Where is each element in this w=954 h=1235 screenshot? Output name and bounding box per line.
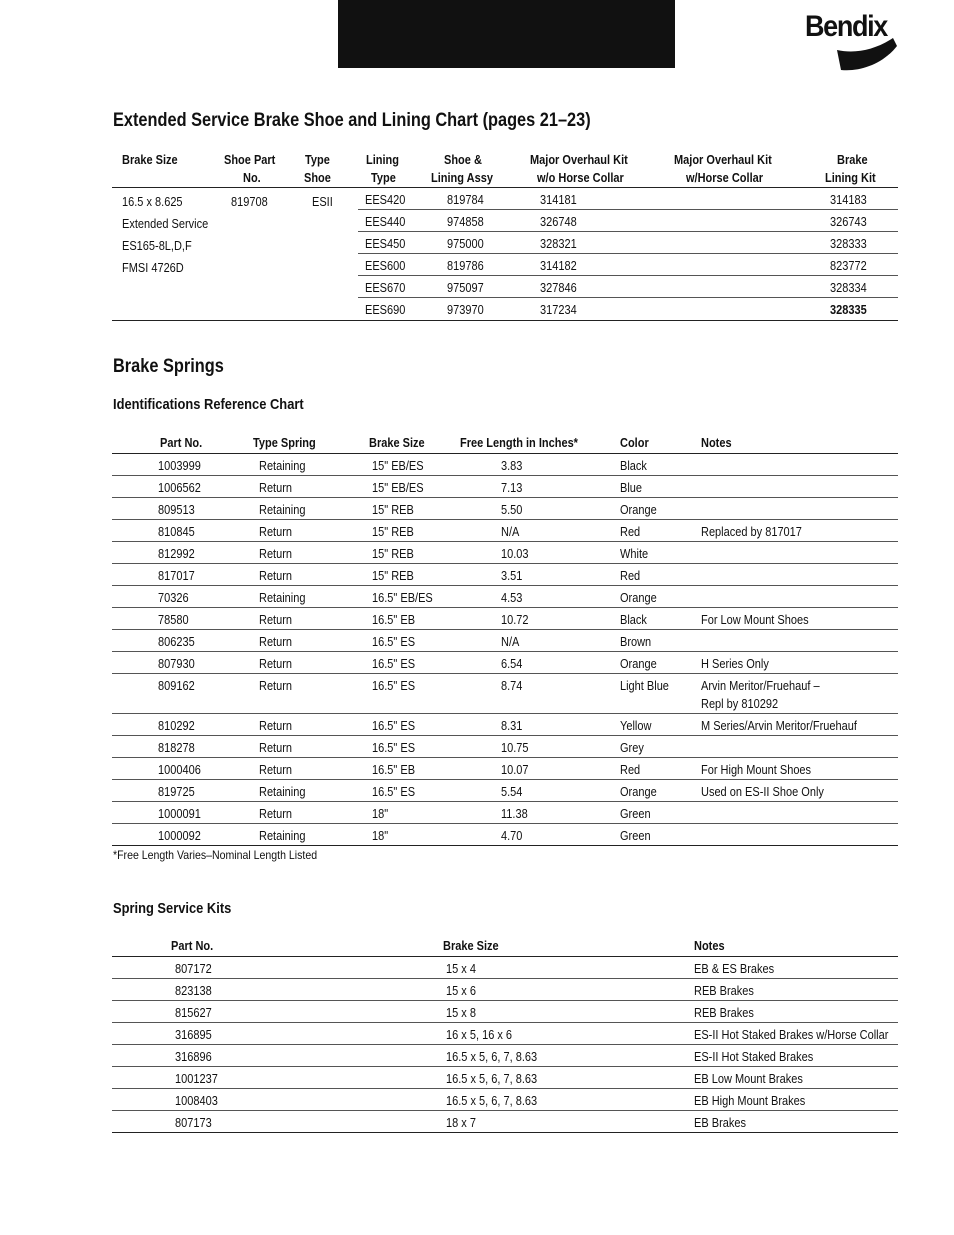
kit-notes-cell: ES-II Hot Staked Brakes bbox=[694, 1050, 814, 1064]
type-spring-cell: Return bbox=[259, 481, 293, 495]
springs-subtitle: Identifications Reference Chart bbox=[113, 396, 304, 413]
kit-part-no-cell: 815627 bbox=[175, 1006, 212, 1020]
spring-row bbox=[112, 498, 898, 520]
type-spring-cell: Return bbox=[259, 807, 293, 821]
bendix-logo bbox=[805, 10, 905, 72]
kit-row bbox=[112, 1023, 898, 1045]
brake-size-cell: 16.5" ES bbox=[372, 785, 416, 799]
spring-row bbox=[112, 520, 898, 542]
overhaul-wo-cell: 314181 bbox=[540, 193, 577, 207]
lining-row bbox=[358, 210, 898, 232]
chart1-title: Extended Service Brake Shoe and Lining Chart (pages 21–23) bbox=[113, 110, 591, 131]
col-overhaul-wo: Major Overhaul Kit w/o Horse Collar bbox=[530, 153, 629, 185]
color-cell: Green bbox=[620, 807, 651, 821]
lining-type-cell: EES690 bbox=[365, 303, 406, 317]
color-cell: Grey bbox=[620, 741, 644, 755]
shoe-lining-assy-cell: 819786 bbox=[447, 259, 484, 273]
springs-title: Brake Springs bbox=[113, 356, 224, 377]
brake-size-cell: 16.5" ES bbox=[372, 657, 416, 671]
lining-row bbox=[358, 276, 898, 298]
free-length-cell: 8.74 bbox=[501, 679, 523, 693]
type-spring-cell: Return bbox=[259, 613, 293, 627]
lining-row bbox=[358, 298, 898, 320]
type-spring-cell: Retaining bbox=[259, 591, 306, 605]
free-length-cell: 4.53 bbox=[501, 591, 523, 605]
color-cell: Orange bbox=[620, 657, 657, 671]
type-spring-cell: Return bbox=[259, 635, 293, 649]
lining-type-cell: EES450 bbox=[365, 237, 406, 251]
spring-row bbox=[112, 608, 898, 630]
spring-row bbox=[112, 586, 898, 608]
part-no-cell: 818278 bbox=[158, 741, 195, 755]
col-shoe-part: Shoe Part No. bbox=[223, 153, 276, 185]
spring-row bbox=[112, 802, 898, 824]
type-spring-cell: Return bbox=[259, 657, 293, 671]
free-length-cell: 6.54 bbox=[501, 657, 523, 671]
color-cell: Yellow bbox=[620, 719, 652, 733]
col-lining-kit: Brake Lining Kit bbox=[825, 153, 876, 185]
shoe-lining-body bbox=[112, 188, 898, 321]
color-cell: Black bbox=[620, 459, 647, 473]
brake-size-cell: 16.5" ES bbox=[372, 741, 416, 755]
part-no-cell: 812992 bbox=[158, 547, 195, 561]
kit-brake-size-cell: 16.5 x 5, 6, 7, 8.63 bbox=[446, 1050, 538, 1064]
overhaul-wo-cell: 326748 bbox=[540, 215, 577, 229]
part-no-cell: 810292 bbox=[158, 719, 195, 733]
color-cell: Brown bbox=[620, 635, 652, 649]
kit-part-no-cell: 1008403 bbox=[175, 1094, 218, 1108]
kits-col-notes: Notes bbox=[694, 939, 725, 953]
free-length-cell: 5.50 bbox=[501, 503, 523, 517]
shoe-lining-assy-cell: 975097 bbox=[447, 281, 484, 295]
col-lining-type: Lining Type bbox=[366, 153, 400, 185]
springs-body bbox=[112, 454, 898, 846]
spring-row bbox=[112, 714, 898, 736]
free-length-cell: 3.51 bbox=[501, 569, 523, 583]
notes-cell: M Series/Arvin Meritor/Fruehauf bbox=[701, 719, 857, 733]
springs-col-size: Brake Size bbox=[369, 436, 425, 450]
kit-part-no-cell: 316895 bbox=[175, 1028, 212, 1042]
color-cell: Blue bbox=[620, 481, 643, 495]
brake-size-cell: 16.5" EB/ES bbox=[372, 591, 433, 605]
free-length-cell: 10.75 bbox=[501, 741, 529, 755]
logo-swoosh-icon bbox=[805, 10, 905, 72]
kit-part-no-cell: 807172 bbox=[175, 962, 212, 976]
kits-col-part: Part No. bbox=[171, 939, 214, 953]
spring-row bbox=[112, 758, 898, 780]
brake-size-cell: 15" REB bbox=[372, 503, 414, 517]
free-length-cell: 5.54 bbox=[501, 785, 523, 799]
lining-kit-cell: 328335 bbox=[830, 303, 867, 317]
brake-size-cell: 18" bbox=[372, 829, 389, 843]
lining-kit-cell: 328334 bbox=[830, 281, 867, 295]
color-cell: Red bbox=[620, 525, 641, 539]
col-overhaul-w: Major Overhaul Kit w/Horse Collar bbox=[674, 153, 773, 185]
part-no-cell: 809513 bbox=[158, 503, 195, 517]
brake-size-cell: 16.5" EB bbox=[372, 613, 416, 627]
free-length-cell: 11.38 bbox=[501, 807, 528, 821]
part-no-cell: 817017 bbox=[158, 569, 195, 583]
lining-kit-cell: 326743 bbox=[830, 215, 867, 229]
kit-brake-size-cell: 16.5 x 5, 6, 7, 8.63 bbox=[446, 1094, 538, 1108]
part-no-cell: 1000091 bbox=[158, 807, 201, 821]
shoe-lining-header bbox=[112, 151, 898, 188]
part-no-cell: 78580 bbox=[158, 613, 189, 627]
type-shoe-value: ESII bbox=[312, 195, 333, 209]
lining-kit-cell: 823772 bbox=[830, 259, 867, 273]
kit-row bbox=[112, 957, 898, 979]
free-length-cell: 8.31 bbox=[501, 719, 523, 733]
spring-row bbox=[112, 780, 898, 802]
spring-row bbox=[112, 542, 898, 564]
spring-row bbox=[112, 476, 898, 498]
overhaul-wo-cell: 328321 bbox=[540, 237, 577, 251]
lining-kit-cell: 314183 bbox=[830, 193, 867, 207]
lining-rows bbox=[358, 188, 898, 320]
notes-cell: For Low Mount Shoes bbox=[701, 613, 809, 627]
free-length-cell: 10.07 bbox=[501, 763, 529, 777]
part-no-cell: 807930 bbox=[158, 657, 195, 671]
kit-part-no-cell: 807173 bbox=[175, 1116, 212, 1130]
springs-table bbox=[112, 434, 898, 846]
kit-row bbox=[112, 1001, 898, 1023]
color-cell: Light Blue bbox=[620, 679, 669, 693]
spring-row bbox=[112, 630, 898, 652]
lining-type-cell: EES440 bbox=[365, 215, 406, 229]
brake-size-cell: 16.5" ES bbox=[372, 679, 416, 693]
kits-table bbox=[112, 937, 898, 1133]
logo-wordmark: Bendix bbox=[805, 10, 887, 43]
kit-part-no-cell: 823138 bbox=[175, 984, 212, 998]
color-cell: White bbox=[620, 547, 649, 561]
lining-kit-cell: 328333 bbox=[830, 237, 867, 251]
shoe-lining-assy-cell: 819784 bbox=[447, 193, 484, 207]
lining-type-cell: EES670 bbox=[365, 281, 406, 295]
springs-col-notes: Notes bbox=[701, 436, 732, 450]
part-no-cell: 1000406 bbox=[158, 763, 201, 777]
part-no-cell: 819725 bbox=[158, 785, 195, 799]
type-spring-cell: Return bbox=[259, 525, 293, 539]
spring-row bbox=[112, 652, 898, 674]
kit-brake-size-cell: 15 x 4 bbox=[446, 962, 476, 976]
type-spring-cell: Return bbox=[259, 719, 293, 733]
brake-size-cell: 15" REB bbox=[372, 547, 414, 561]
springs-col-length: Free Length in Inches* bbox=[460, 436, 578, 450]
springs-header bbox=[112, 434, 898, 454]
type-spring-cell: Retaining bbox=[259, 829, 306, 843]
part-no-cell: 806235 bbox=[158, 635, 195, 649]
brake-size-labels: 16.5 x 8.625 Extended Service ES165-8L,D,F FMSI 4726D bbox=[122, 195, 209, 275]
col-brake-size: Brake Size bbox=[122, 153, 178, 167]
spring-row bbox=[112, 824, 898, 846]
type-spring-cell: Retaining bbox=[259, 785, 306, 799]
kits-col-size: Brake Size bbox=[443, 939, 499, 953]
type-spring-cell: Retaining bbox=[259, 459, 306, 473]
part-no-cell: 1003999 bbox=[158, 459, 201, 473]
type-spring-cell: Retaining bbox=[259, 503, 306, 517]
type-spring-cell: Return bbox=[259, 741, 293, 755]
springs-footnote: *Free Length Varies–Nominal Length Listed bbox=[113, 848, 318, 862]
brake-size-cell: 15" REB bbox=[372, 569, 414, 583]
spring-row bbox=[112, 454, 898, 476]
shoe-lining-assy-cell: 974858 bbox=[447, 215, 484, 229]
lining-type-cell: EES600 bbox=[365, 259, 406, 273]
kit-part-no-cell: 1001237 bbox=[175, 1072, 218, 1086]
brake-size-cell: 18" bbox=[372, 807, 389, 821]
notes-cell: Arvin Meritor/Fruehauf – Repl by 810292 bbox=[701, 679, 820, 711]
kits-body bbox=[112, 957, 898, 1133]
notes-cell: Replaced by 817017 bbox=[701, 525, 802, 539]
brake-size-cell: 16.5" ES bbox=[372, 719, 416, 733]
color-cell: Green bbox=[620, 829, 651, 843]
free-length-cell: 4.70 bbox=[501, 829, 523, 843]
free-length-cell: 10.72 bbox=[501, 613, 529, 627]
notes-cell: H Series Only bbox=[701, 657, 769, 671]
free-length-cell: 10.03 bbox=[501, 547, 529, 561]
kit-row bbox=[112, 1045, 898, 1067]
brake-size-cell: 15" EB/ES bbox=[372, 481, 424, 495]
kit-notes-cell: EB Low Mount Brakes bbox=[694, 1072, 803, 1086]
kits-header bbox=[112, 937, 898, 957]
color-cell: Red bbox=[620, 569, 641, 583]
kit-notes-cell: REB Brakes bbox=[694, 984, 754, 998]
color-cell: Orange bbox=[620, 591, 657, 605]
kit-notes-cell: ES-II Hot Staked Brakes w/Horse Collar bbox=[694, 1028, 889, 1042]
part-no-cell: 809162 bbox=[158, 679, 195, 693]
part-no-cell: 1006562 bbox=[158, 481, 201, 495]
kit-brake-size-cell: 16 x 5, 16 x 6 bbox=[446, 1028, 513, 1042]
part-no-cell: 1000092 bbox=[158, 829, 201, 843]
type-spring-cell: Return bbox=[259, 569, 293, 583]
col-type-shoe: Type Shoe bbox=[303, 153, 331, 185]
kit-brake-size-cell: 15 x 6 bbox=[446, 984, 476, 998]
kit-row bbox=[112, 979, 898, 1001]
kit-brake-size-cell: 18 x 7 bbox=[446, 1116, 476, 1130]
lining-type-cell: EES420 bbox=[365, 193, 406, 207]
brake-size-cell: 15" REB bbox=[372, 525, 414, 539]
free-length-cell: N/A bbox=[501, 635, 520, 649]
kit-part-no-cell: 316896 bbox=[175, 1050, 212, 1064]
free-length-cell: 7.13 bbox=[501, 481, 523, 495]
type-spring-cell: Return bbox=[259, 547, 293, 561]
spring-row bbox=[112, 736, 898, 758]
brake-size-cell: 16.5" ES bbox=[372, 635, 416, 649]
kit-row bbox=[112, 1089, 898, 1111]
spring-row bbox=[112, 564, 898, 586]
free-length-cell: 3.83 bbox=[501, 459, 523, 473]
springs-col-part: Part No. bbox=[160, 436, 203, 450]
notes-cell: For High Mount Shoes bbox=[701, 763, 812, 777]
type-spring-cell: Return bbox=[259, 679, 293, 693]
shoe-lining-table bbox=[112, 151, 898, 321]
kit-notes-cell: EB High Mount Brakes bbox=[694, 1094, 806, 1108]
springs-col-type: Type Spring bbox=[253, 436, 316, 450]
color-cell: Black bbox=[620, 613, 647, 627]
kit-notes-cell: EB & ES Brakes bbox=[694, 962, 775, 976]
spring-row bbox=[112, 674, 898, 714]
overhaul-wo-cell: 314182 bbox=[540, 259, 577, 273]
kit-row bbox=[112, 1111, 898, 1133]
springs-col-color: Color bbox=[620, 436, 649, 450]
notes-cell: Used on ES-II Shoe Only bbox=[701, 785, 824, 799]
part-no-cell: 810845 bbox=[158, 525, 195, 539]
color-cell: Red bbox=[620, 763, 641, 777]
color-cell: Orange bbox=[620, 785, 657, 799]
kits-title: Spring Service Kits bbox=[113, 900, 232, 917]
shoe-part-value: 819708 bbox=[231, 195, 268, 209]
kit-row bbox=[112, 1067, 898, 1089]
shoe-lining-assy-cell: 973970 bbox=[447, 303, 484, 317]
shoe-lining-assy-cell: 975000 bbox=[447, 237, 484, 251]
lining-row bbox=[358, 188, 898, 210]
color-cell: Orange bbox=[620, 503, 657, 517]
lining-row bbox=[358, 254, 898, 276]
brake-size-cell: 16.5" EB bbox=[372, 763, 416, 777]
overhaul-wo-cell: 327846 bbox=[540, 281, 577, 295]
col-shoe-lining-assy: Shoe & Lining Assy bbox=[430, 153, 493, 185]
kit-brake-size-cell: 15 x 8 bbox=[446, 1006, 476, 1020]
lining-row bbox=[358, 232, 898, 254]
brake-size-cell: 15" EB/ES bbox=[372, 459, 424, 473]
part-no-cell: 70326 bbox=[158, 591, 189, 605]
free-length-cell: N/A bbox=[501, 525, 520, 539]
type-spring-cell: Return bbox=[259, 763, 293, 777]
overhaul-wo-cell: 317234 bbox=[540, 303, 577, 317]
kit-notes-cell: EB Brakes bbox=[694, 1116, 746, 1130]
kit-brake-size-cell: 16.5 x 5, 6, 7, 8.63 bbox=[446, 1072, 538, 1086]
kit-notes-cell: REB Brakes bbox=[694, 1006, 754, 1020]
header-black-bar bbox=[338, 0, 675, 68]
